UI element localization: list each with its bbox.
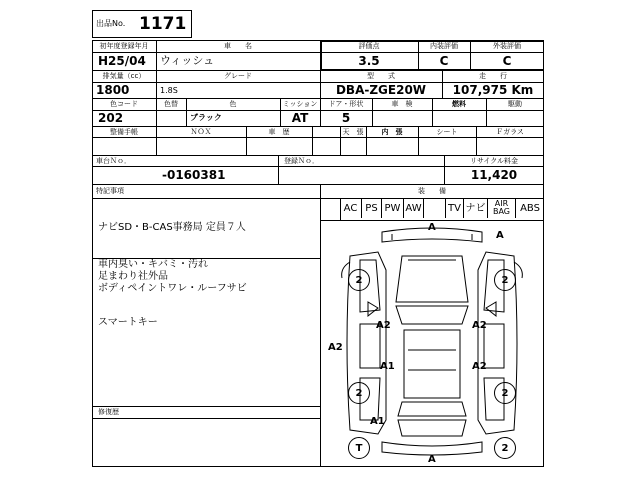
interior-item-label: 内 張 <box>381 128 403 136</box>
exterior-label: 外装評価 <box>493 42 521 50</box>
damage-rear-left: A1 <box>370 416 385 427</box>
seat-label: シート <box>436 128 458 136</box>
equipment-tv: TV <box>446 199 464 218</box>
mileage-label: 走 行 <box>479 72 507 80</box>
interior-value: C <box>439 54 449 68</box>
damage-front-top: A <box>428 222 436 233</box>
damage-right-front-tire: 2 <box>494 269 516 291</box>
remarks-line-3: 足まわり社外品 <box>98 271 168 282</box>
interior-label: 内装評価 <box>430 42 458 50</box>
damage-left-door: A1 <box>380 361 395 372</box>
fuel-label: 燃料 <box>452 100 466 108</box>
equipment-navi: ナビ <box>464 199 488 218</box>
chassis-label: 車台Ｎｏ． <box>96 157 131 165</box>
lot-box <box>92 10 192 38</box>
recycle-value: 11,420 <box>470 168 518 182</box>
damage-left-mid: A2 <box>376 320 391 331</box>
color-label: 色 <box>229 100 237 108</box>
remarks-line-5: スマートキー <box>98 317 158 328</box>
equipment-ac: AC <box>340 199 362 218</box>
car-name-label: 車 名 <box>224 42 252 50</box>
damage-left-rear-tire: 2 <box>348 382 370 404</box>
mileage-value: 107,975 Km <box>452 83 534 97</box>
remarks-label: 特記事項 <box>96 187 124 195</box>
displacement-value: 1800 <box>96 83 130 97</box>
lot-number: 1171 <box>139 14 187 34</box>
manual-label: 整備手帳 <box>110 128 138 136</box>
model-value: DBA-ZGE20W <box>335 83 427 97</box>
registration-label: 登録Ｎｏ． <box>284 157 319 165</box>
equipment-ps: PS <box>362 199 382 218</box>
repair-label: 修復歴 <box>98 408 119 416</box>
drive-label: 駆動 <box>508 100 522 108</box>
equipment-pw: PW <box>382 199 404 218</box>
exterior-value: C <box>502 54 512 68</box>
f-glass-label: Ｆガラス <box>496 128 524 136</box>
damage-spare: T <box>348 437 370 459</box>
color-code-value: 202 <box>98 111 124 125</box>
equipment-label: 装 備 <box>418 187 446 195</box>
damage-right-mid: A2 <box>472 320 487 331</box>
door-shape-label: ドア・形状 <box>328 100 364 108</box>
reg-year-value: H25/04 <box>98 54 146 68</box>
equipment-row <box>340 199 544 220</box>
grade-value: 1.8S <box>160 86 178 95</box>
damage-rear-right-tire: 2 <box>494 437 516 459</box>
recycle-label: リサイクル料金 <box>469 157 519 165</box>
chassis-value: -0160381 <box>162 168 226 182</box>
color-value: ブラック <box>190 113 222 122</box>
remarks-line-1: ナビSD・B-CAS事務局 定員７人 <box>98 222 246 233</box>
reg-year-label: 初年度登録年月 <box>99 42 149 50</box>
color-code-label: 色コード <box>110 100 138 108</box>
transmission-label: ミッション <box>282 100 318 108</box>
equipment-airbag: AIR BAG <box>488 199 516 218</box>
remarks-line-4: ボディペイントワレ・ルーフサビ <box>98 283 247 294</box>
inspection-label: 車 検 <box>391 100 413 108</box>
displacement-label: 排気量（cc） <box>102 72 146 80</box>
score-value: 3.5 <box>358 54 380 68</box>
damage-rear-bottom: A <box>428 454 436 465</box>
damage-left-front-tire: 2 <box>348 269 370 291</box>
lot-label: 出品No. <box>96 19 126 28</box>
damage-right-door: A2 <box>472 361 487 372</box>
door-shape-value: 5 <box>341 111 351 125</box>
remarks-line-2: 車内臭い・キバミ・汚れ <box>98 259 208 270</box>
nox-label: ＮＯＸ <box>190 128 212 136</box>
car-name-value: ウィッシュ <box>160 54 215 67</box>
transmission-value: AT <box>291 111 309 125</box>
damage-left-side: A2 <box>328 342 343 353</box>
color-change-label: 色替 <box>164 100 178 108</box>
history-label: 車 歴 <box>268 128 290 136</box>
score-label: 評価点 <box>358 42 380 50</box>
equipment-blank <box>424 199 446 218</box>
equipment-abs: ABS <box>520 203 540 214</box>
sunroof-label: 天 張 <box>342 128 364 136</box>
equipment-aw: AW <box>404 199 424 218</box>
car-diagram <box>320 220 544 467</box>
model-label: 型 式 <box>367 72 395 80</box>
damage-right-rear-tire: 2 <box>494 382 516 404</box>
grade-label: グレード <box>224 72 252 80</box>
damage-front-right: A <box>496 230 504 241</box>
